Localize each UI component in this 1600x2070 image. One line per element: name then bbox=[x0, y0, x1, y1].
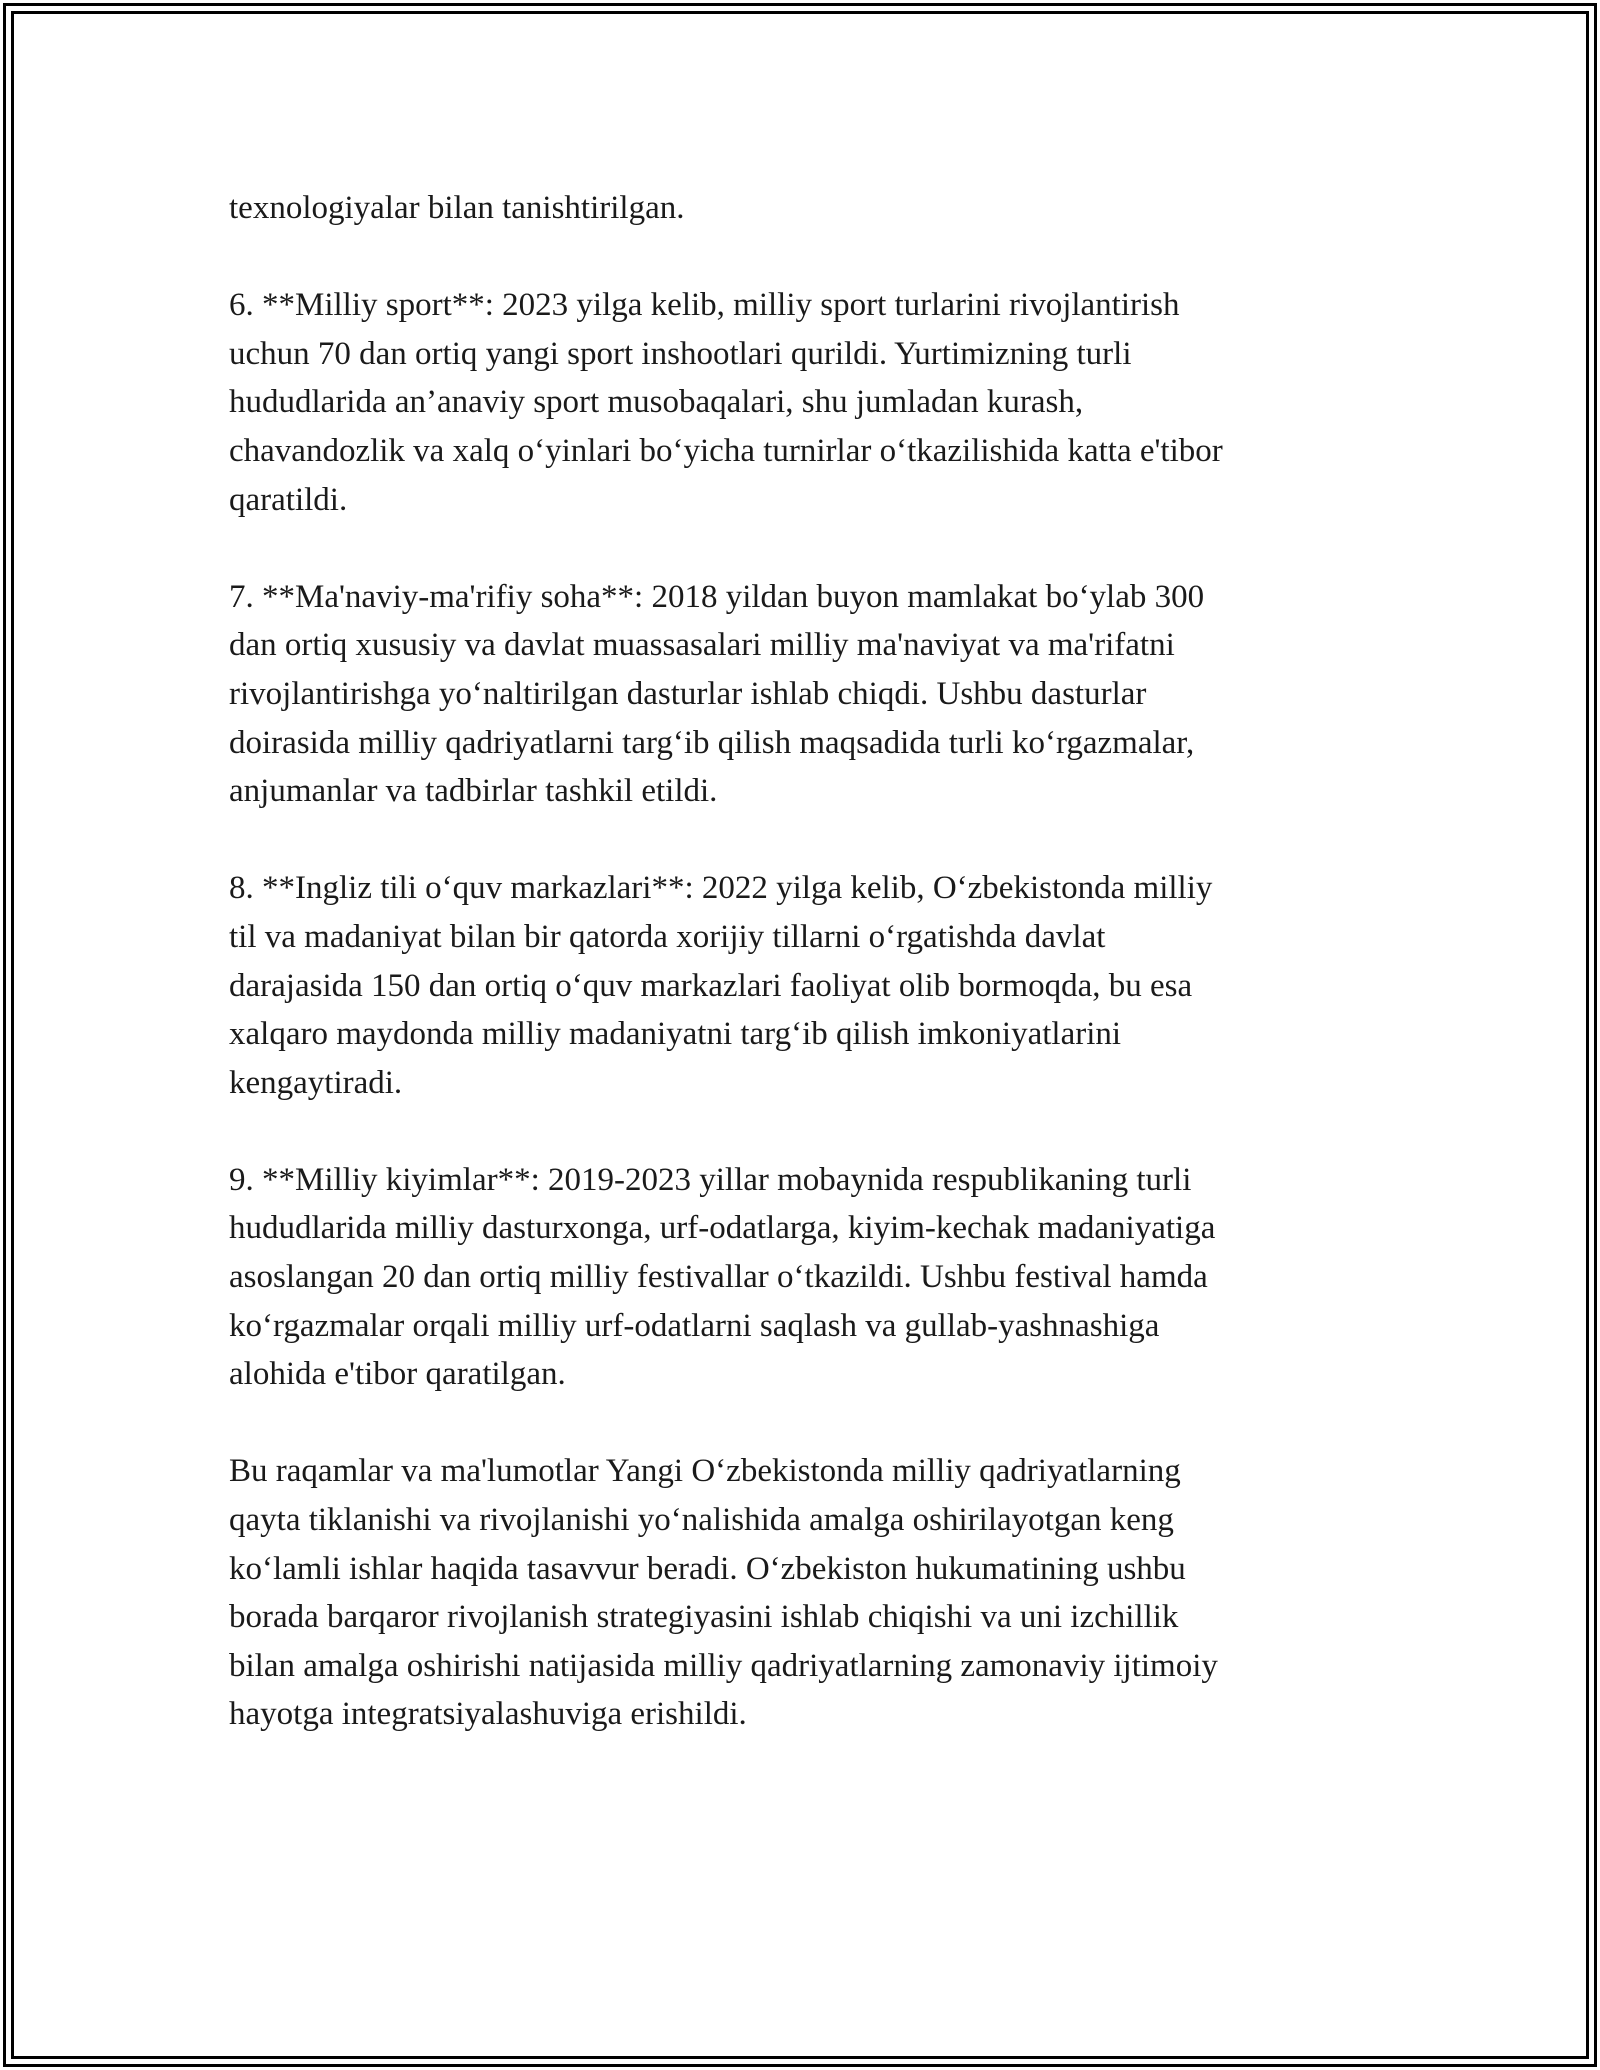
document-body bbox=[229, 184, 1349, 1788]
paragraph-conclusion: Bu raqamlar va ma'lumotlar Yangi O‘zbekistonda milliy qadriyatlarning qayta tiklanishi va rivojlanishi yo‘nalishida amalga oshirilayotgan keng ko‘lamli ishlar haqida tasavvur beradi. O‘zbekiston hukumatining ushbu borada barqaror rivojlanish strategiyasini ishlab chiqishi va uni izchillik bilan amalga oshirishi natijasida milliy qadriyatlarning zamonaviy ijtimoiy hayotga integratsiyalashuviga erishildi. bbox=[229, 1453, 1218, 1733]
paragraph-manaviy-marifiy: 7. **Ma'naviy-ma'rifiy soha**: 2018 yildan buyon mamlakat bo‘ylab 300 dan ortiq xususiy va davlat muassasalari milliy ma'naviyat va ma'rifatni rivojlantirishga yo‘naltirilgan dasturlar ishlab chiqdi. Ushbu dasturlar doirasida milliy qadriyatlarni targ‘ib qilish maqsadida turli ko‘rgazmalar, anjumanlar va tadbirlar tashkil etildi. bbox=[229, 578, 1205, 810]
paragraph-milliy-kiyimlar: 9. **Milliy kiyimlar**: 2019-2023 yillar mobaynida respublikaning turli hududlarida milliy dasturxonga, urf-odatlarga, kiyim-kechak madaniyatiga asoslangan 20 dan ortiq milliy festivallar o‘tkazildi. Ushbu festival hamda ko‘rgazmalar orqali milliy urf-odatlarni saqlash va gullab-yashnashiga alohida e'tibor qaratilgan. bbox=[229, 1161, 1216, 1393]
paragraph-ingliz-tili: 8. **Ingliz tili o‘quv markazlari**: 2022 yilga kelib, O‘zbekistonda milliy til va madaniyat bilan bir qatorda xorijiy tillarni o‘rgatishda davlat darajasida 150 dan ortiq o‘quv markazlari faoliyat olib bormoqda, bu esa xalqaro maydonda milliy madaniyatni targ‘ib qilish imkoniyatlarini kengaytiradi. bbox=[229, 870, 1213, 1101]
paragraph-milliy-sport: 6. **Milliy sport**: 2023 yilga kelib, milliy sport turlarini rivojlantirish uchun 70 dan ortiq yangi sport inshootlari qurildi. Yurtimizning turli hududlarida an’anaviy sport musobaqalari, shu jumladan kurash, chavandozlik va xalq o‘yinlari bo‘yicha turnirlar o‘tkazilishida katta e'tibor qaratildi. bbox=[229, 287, 1223, 518]
paragraph-continuation: texnologiyalar bilan tanishtirilgan. bbox=[229, 190, 685, 226]
